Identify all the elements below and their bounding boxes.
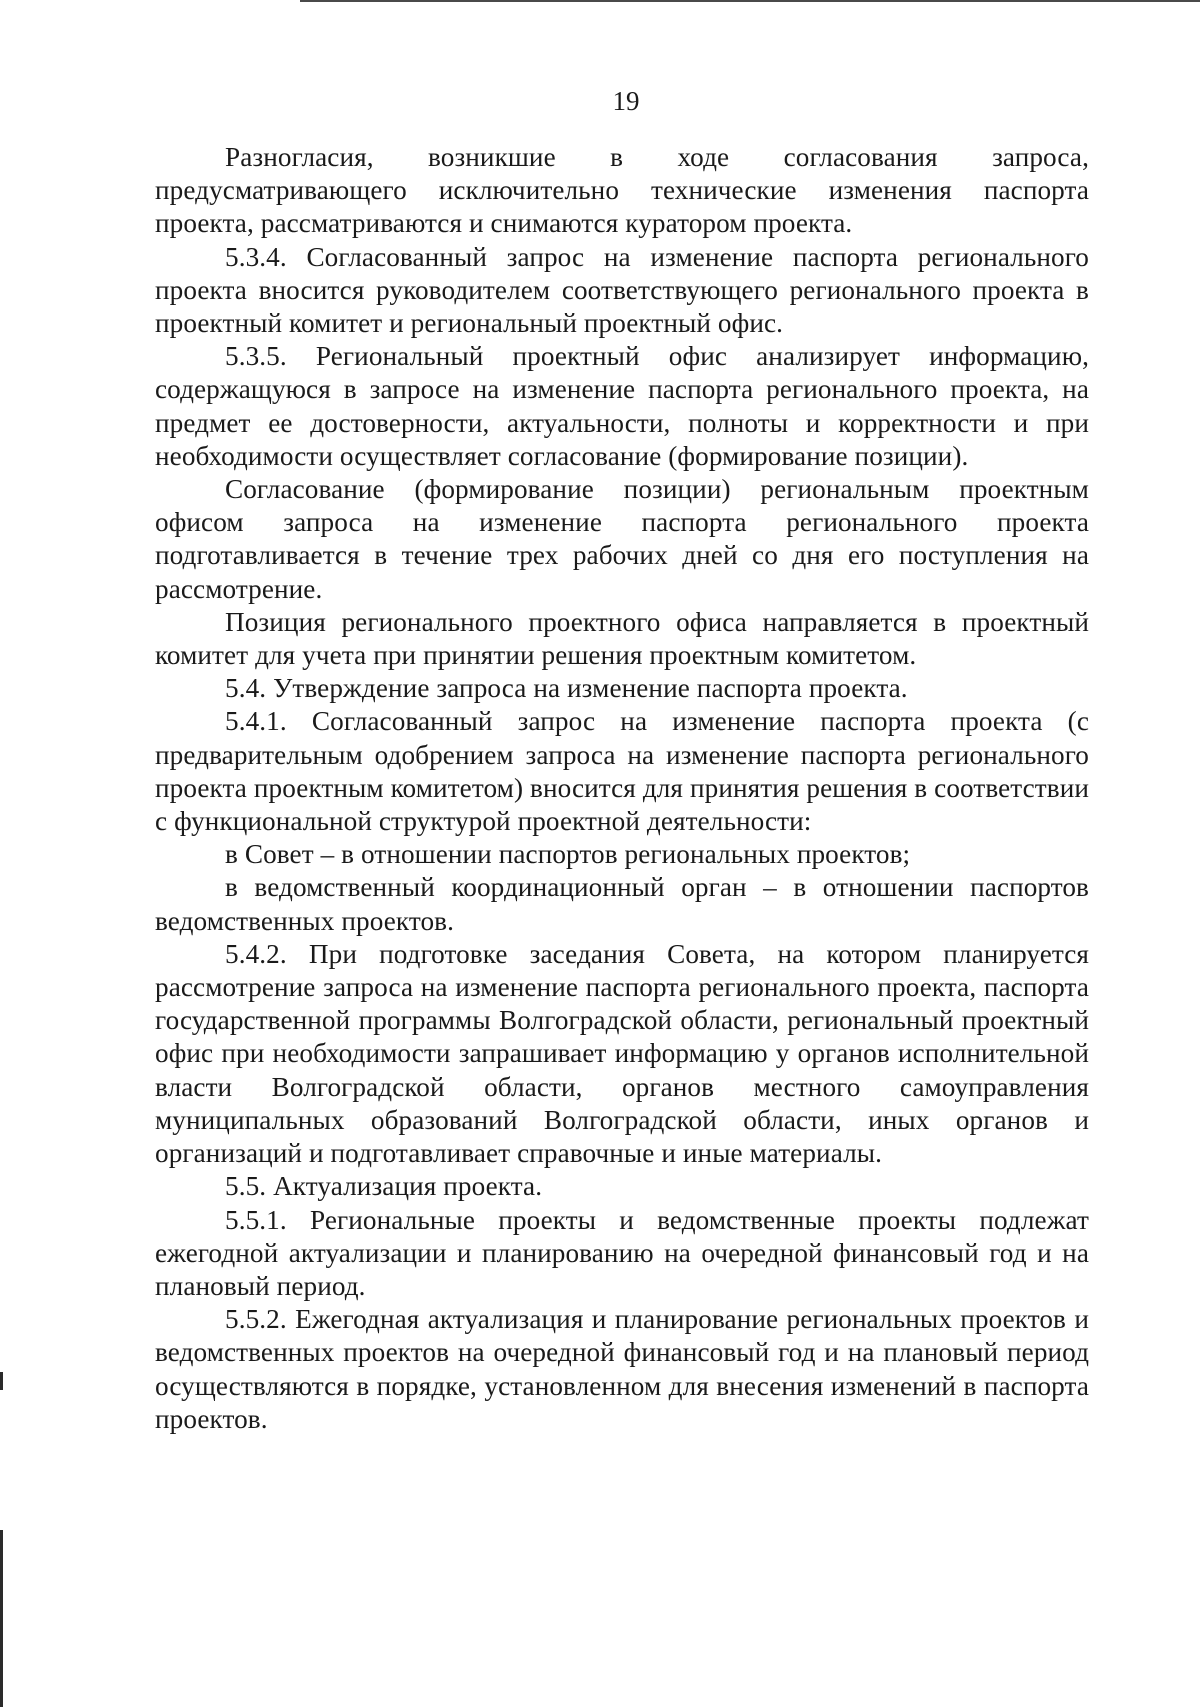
paragraph-5-3-4: 5.3.4. Согласованный запрос на изменение паспорта регионального проекта вносится руководителем соответствующего регионального проекта в проектный комитет и региональный проектный офис. <box>155 241 1089 339</box>
document-body <box>155 141 1089 1436</box>
paragraph-5-4-2: 5.4.2. При подготовке заседания Совета, на котором планируется рассмотрение запроса на изменение паспорта регионального проекта, паспорта государственной программы Волгоградской области, региональный проектный офис при необходимости запрашивает информацию у органов исполнительной власти Волгоградской области, органов местного самоуправления муниципальных образований Волгоградской области, иных органов и организаций и подготавливает справочные и иные материалы. <box>155 938 1089 1169</box>
scan-edge-mark <box>0 1530 3 1707</box>
paragraph-5-5-1: 5.5.1. Региональные проекты и ведомственные проекты подлежат ежегодной актуализации и планированию на очередной финансовый год и на плановый период. <box>155 1204 1089 1301</box>
paragraph-5-3-5: 5.3.5. Региональный проектный офис анализирует информацию, содержащуюся в запросе на изменение паспорта регионального проекта, на предмет ее достоверности, актуальности, полноты и корректности и при необходимости осуществляет согласование (формирование позиции). <box>155 341 1089 471</box>
paragraph: Согласование (формирование позиции) региональным проектным офисом запроса на изменение паспорта регионального проекта подготавливается в течение трех рабочих дней со дня его поступления на рассмотрение. <box>155 474 1089 604</box>
list-item: в ведомственный координационный орган – в отношении паспортов ведомственных проектов. <box>155 872 1089 936</box>
section-heading-5-4: 5.4. Утверждение запроса на изменение паспорта проекта. <box>225 673 908 704</box>
paragraph-5-5-2: 5.5.2. Ежегодная актуализация и планирование региональных проектов и ведомственных проектов на очередной финансовый год и на плановый период осуществляются в порядке, установленном для внесения изменений в паспорта проектов. <box>155 1304 1089 1434</box>
paragraph-5-4-1: 5.4.1. Согласованный запрос на изменение паспорта проекта (с предварительным одобрением запроса на изменение паспорта регионального проекта проектным комитетом) вносится для принятия решения в соответствии с функциональной структурой проектной деятельности: <box>155 706 1089 837</box>
paragraph: Позиция регионального проектного офиса направляется в проектный комитет для учета при принятии решения проектным комитетом. <box>155 606 1089 671</box>
page-number: 19 <box>612 86 640 116</box>
scan-edge-mark <box>0 1372 3 1390</box>
scan-edge-line <box>300 0 1200 2</box>
paragraph: Разногласия, возникшие в ходе согласования запроса, предусматривающего исключительно технические изменения паспорта проекта, рассматриваются и снимаются куратором проекта. <box>155 142 1089 239</box>
list-item: в Совет – в отношении паспортов региональных проектов; <box>225 839 911 870</box>
section-heading-5-5: 5.5. Актуализация проекта. <box>225 1171 543 1202</box>
